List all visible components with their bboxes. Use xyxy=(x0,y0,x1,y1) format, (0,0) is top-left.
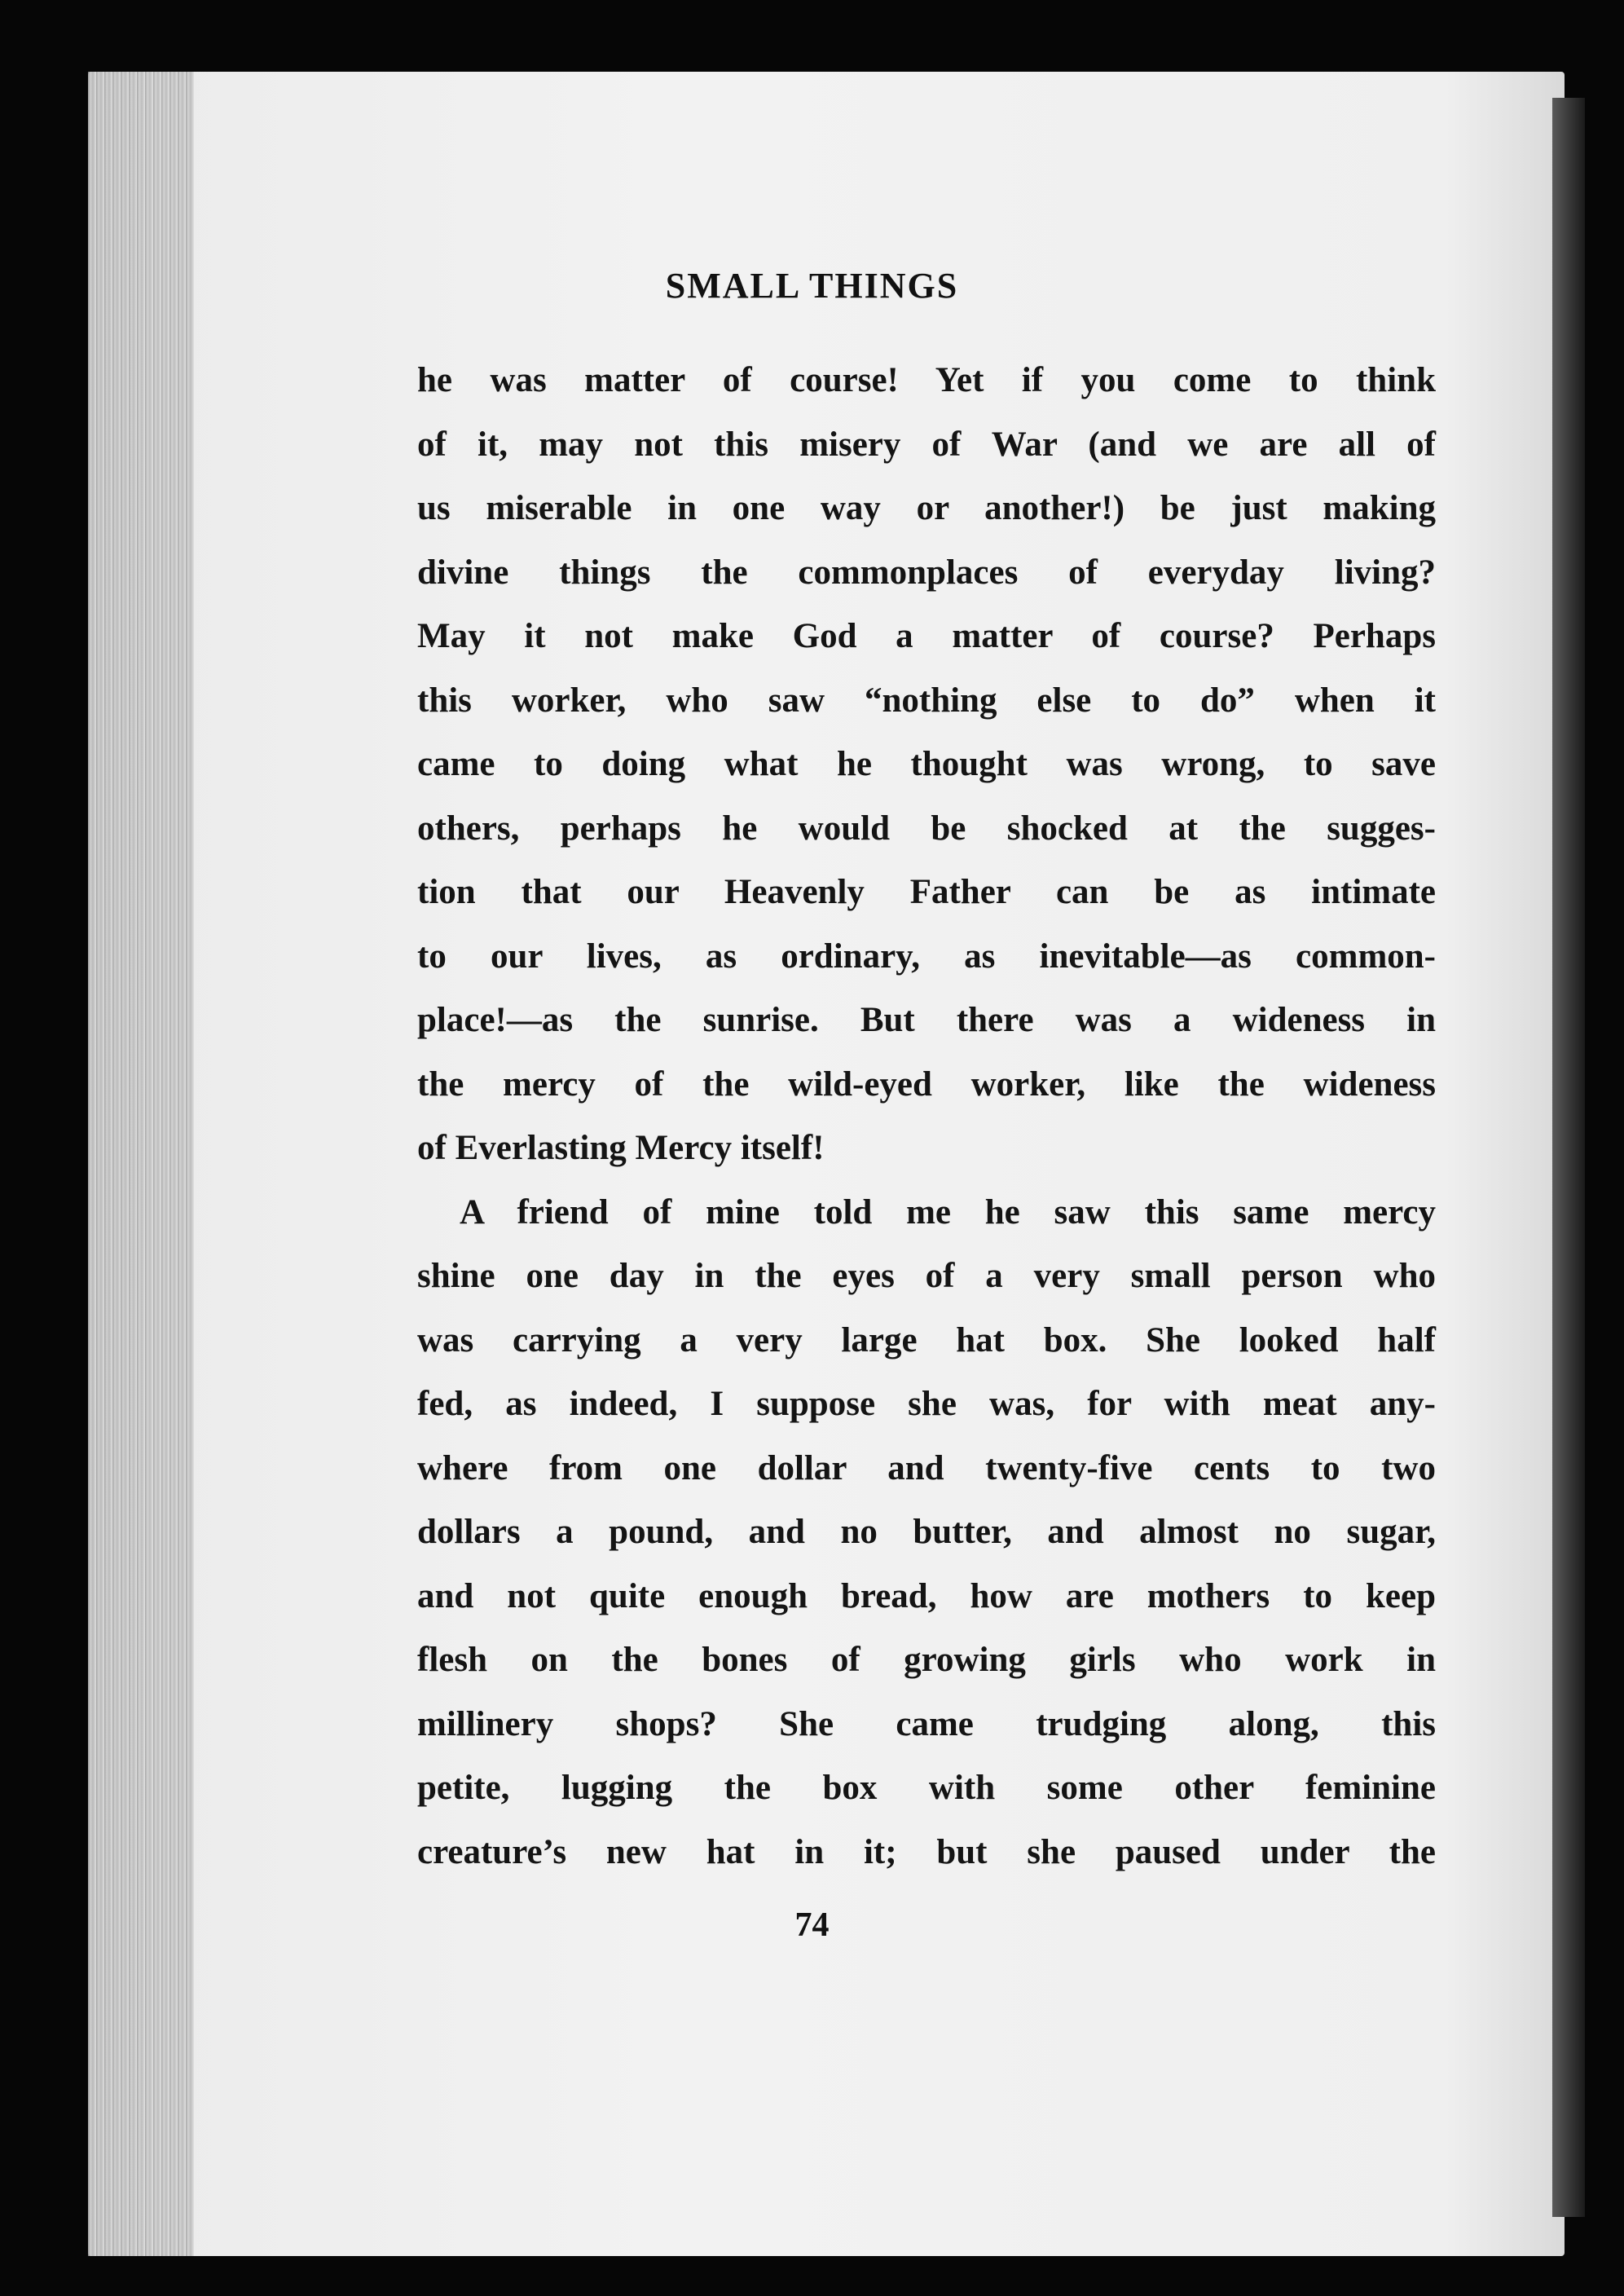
text-line: petite, lugging the box with some other feminine xyxy=(417,1769,1436,1807)
text-line: others, perhaps he would be shocked at the sugges- xyxy=(417,809,1436,848)
text-line: us miserable in one way or another!) be just making xyxy=(417,489,1436,527)
text-line: dollars a pound, and no butter, and almost no sugar, xyxy=(417,1513,1436,1551)
text-line: tion that our Heavenly Father can be as intimate xyxy=(417,873,1436,911)
text-line: A friend of mine told me he saw this same mercy xyxy=(460,1192,1436,1232)
text-line: shine one day in the eyes of a very small person who xyxy=(417,1257,1436,1295)
running-head: SMALL THINGS xyxy=(665,266,959,306)
text-line: this worker, who saw “nothing else to do” when it xyxy=(417,681,1436,720)
text-line: where from one dollar and twenty-five cents to two xyxy=(417,1448,1436,1487)
text-line: fed, as indeed, I suppose she was, for with meat any- xyxy=(417,1385,1436,1423)
binding-shadow xyxy=(1552,98,1585,2217)
text-line: the mercy of the wild-eyed worker, like the wideness xyxy=(417,1064,1436,1104)
body-text xyxy=(417,349,1436,1884)
text-line: was carrying a very large hat box. She looked half xyxy=(417,1320,1436,1360)
text-line: May it not make God a matter of course? Perhaps xyxy=(417,617,1436,655)
text-line: he was matter of course! Yet if you come to think xyxy=(417,361,1436,399)
text-line: and not quite enough bread, how are mothers to keep xyxy=(417,1576,1436,1615)
text-line: place!—as the sunrise. But there was a wideness in xyxy=(417,1001,1436,1039)
text-line: came to doing what he thought was wrong, to save xyxy=(417,745,1436,783)
text-line: of it, may not this misery of War (and we are all of xyxy=(417,425,1436,464)
text-line: millinery shops? She came trudging along, this xyxy=(417,1704,1436,1743)
text-line: of Everlasting Mercy itself! xyxy=(417,1129,825,1167)
text-line: flesh on the bones of growing girls who work in xyxy=(417,1641,1436,1679)
text-line: creature’s new hat in it; but she paused under the xyxy=(417,1832,1436,1871)
text-line: to our lives, as ordinary, as inevitable—as common- xyxy=(417,936,1436,976)
text-line: divine things the commonplaces of everyday living? xyxy=(417,553,1436,592)
page-number: 74 xyxy=(794,1906,830,1944)
